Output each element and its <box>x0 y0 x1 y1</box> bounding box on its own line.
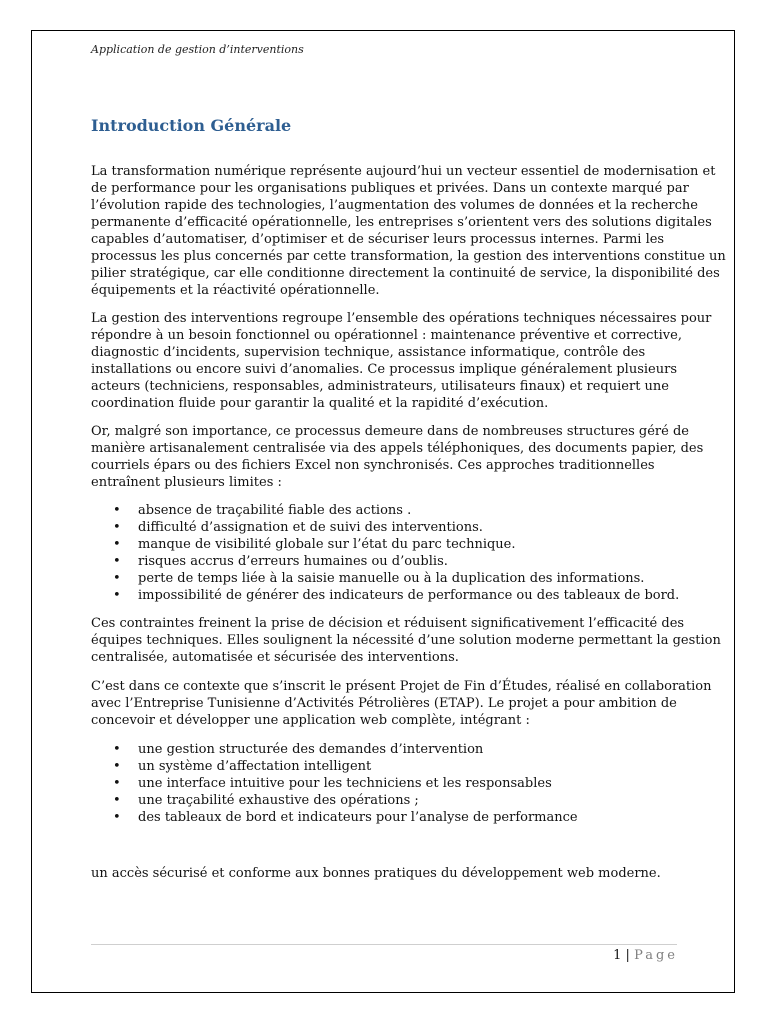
text-line: capables d’automatiser, d’optimiser et de sécuriser leurs processus internes. Parmi les <box>91 232 665 247</box>
paragraph-5 <box>91 678 712 729</box>
list-item: • un système d’affectation intelligent <box>91 758 691 775</box>
text-line: l’évolution rapide des technologies, l’augmentation des volumes de données et la recherche <box>91 198 698 213</box>
paragraph-2 <box>91 310 712 412</box>
closing-paragraph <box>91 865 691 882</box>
list-item: • difficulté d’assignation et de suivi des interventions. <box>91 519 691 536</box>
footer-divider <box>91 944 677 945</box>
text-line: C’est dans ce contexte que s’inscrit le présent Projet de Fin d’Études, réalisé en collaboration <box>91 679 712 694</box>
text-line: entraînent plusieurs limites : <box>91 475 282 490</box>
text-line: La gestion des interventions regroupe l’ensemble des opérations techniques nécessaires pour <box>91 311 712 326</box>
list-item: • perte de temps liée à la saisie manuelle ou à la duplication des informations. <box>91 570 691 587</box>
text-line: permanente d’efficacité opérationnelle, les entreprises s’orientent vers des solutions digitales <box>91 215 712 230</box>
list-item: • absence de traçabilité fiable des actions . <box>91 502 691 519</box>
list-item: • risques accrus d’erreurs humaines ou d’oublis. <box>91 553 691 570</box>
text-line: Ces contraintes freinent la prise de décision et réduisent significativement l’efficacité des <box>91 616 685 631</box>
text-line: répondre à un besoin fonctionnel ou opérationnel : maintenance préventive et corrective, <box>91 328 682 343</box>
text-line: installations ou encore suivi d’anomalies. Ce processus implique généralement plusieurs <box>91 362 677 377</box>
paragraph-4 <box>91 615 721 666</box>
limits-list <box>91 502 691 604</box>
text-line: avec l’Entreprise Tunisienne d’Activités Pétrolières (ETAP). Le projet a pour ambition de <box>91 696 677 711</box>
list-item: • des tableaux de bord et indicateurs pour l’analyse de performance <box>91 809 691 826</box>
text-line: équipements et la réactivité opérationnelle. <box>91 283 380 298</box>
footer-separator: | <box>625 948 630 963</box>
text-line: manière artisanalement centralisée via des appels téléphoniques, des documents papier, des <box>91 441 704 456</box>
paragraph-3 <box>91 423 704 491</box>
text-line: coordination fluide pour garantir la qualité et la rapidité d’exécution. <box>91 396 549 411</box>
text-line: pilier stratégique, car elle conditionne directement la continuité de service, la disponibilité des <box>91 266 720 281</box>
text-line: Or, malgré son importance, ce processus demeure dans de nombreuses structures géré de <box>91 424 689 439</box>
section-title: Introduction Générale <box>91 116 292 135</box>
list-item: • impossibilité de générer des indicateurs de performance ou des tableaux de bord. <box>91 587 691 604</box>
page-footer <box>613 948 678 963</box>
text-line: diagnostic d’incidents, supervision technique, assistance informatique, contrôle des <box>91 345 646 360</box>
text-line: centralisée, automatisée et sécurisée des interventions. <box>91 650 459 665</box>
text-line: acteurs (techniciens, responsables, administrateurs, utilisateurs finaux) et requiert une <box>91 379 669 394</box>
text-line: courriels épars ou des fichiers Excel non synchronisés. Ces approches traditionnelles <box>91 458 655 473</box>
list-item: • manque de visibilité globale sur l’état du parc technique. <box>91 536 691 553</box>
paragraph-1 <box>91 163 726 299</box>
text-line: un accès sécurisé et conforme aux bonnes pratiques du développement web moderne. <box>91 866 661 881</box>
page-number: 1 <box>613 948 622 963</box>
text-line: concevoir et développer une application web complète, intégrant : <box>91 713 530 728</box>
page-label: Page <box>634 948 678 963</box>
text-line: La transformation numérique représente aujourd’hui un vecteur essentiel de modernisation et <box>91 164 716 179</box>
text-line: processus les plus concernés par cette transformation, la gestion des interventions constitue un <box>91 249 726 264</box>
list-item: • une traçabilité exhaustive des opérations ; <box>91 792 691 809</box>
text-line: équipes techniques. Elles soulignent la nécessité d’une solution moderne permettant la gestion <box>91 633 721 648</box>
running-header: Application de gestion d’interventions <box>91 43 304 56</box>
list-item: • une interface intuitive pour les techniciens et les responsables <box>91 775 691 792</box>
features-list <box>91 741 691 826</box>
list-item: • une gestion structurée des demandes d’intervention <box>91 741 691 758</box>
text-line: de performance pour les organisations publiques et privées. Dans un contexte marqué par <box>91 181 689 196</box>
